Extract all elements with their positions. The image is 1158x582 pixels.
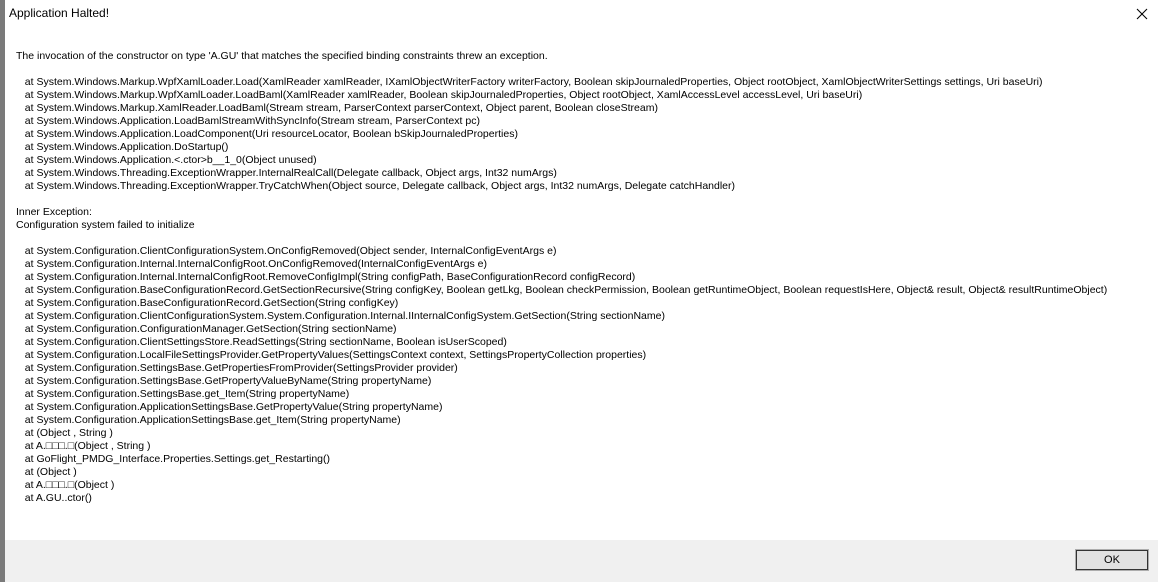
title-bar [5, 0, 1158, 28]
close-button[interactable] [1128, 0, 1156, 28]
message-area [5, 28, 1158, 540]
button-bar [5, 540, 1158, 582]
window-title: Application Halted! [9, 6, 110, 20]
exception-message: The invocation of the constructor on type 'A.GU' that matches the specified binding constraints threw an exception. at System.Windows.Markup.WpfXamlLoader.Load(XamlReader xamlReader, IXamlObjectWriterFactory writerFactory, Boolean skipJournaledProperties, Object rootObject, XamlObjectWriterSettings settings, Uri baseUri) at System.Windows.Markup.WpfXamlLoader.LoadBaml(XamlReader xamlReader, Boolean skipJournaledProperties, Object rootObject, XamlAccessLevel accessLevel, Uri baseUri) at System.Windows.Markup.XamlReader.LoadBaml(Stream stream, ParserContext parserContext, Object parent, Boolean closeStream) at System.Windows.Application.LoadBamlStreamWithSyncInfo(Stream stream, ParserContext pc) at System.Windows.Application.LoadComponent(Uri resourceLocator, Boolean bSkipJournaledProperties) at System.Windows.Application.DoStartup() at System.Windows.Application.<.ctor>b__1_0(Object unused) at System.Windows.Threading.ExceptionWrapper.InternalRealCall(Delegate callback, Object args, Int32 numArgs) at System.Windows.Threading.ExceptionWrapper.TryCatchWhen(Object source, Delegate callback, Object args, Int32 numArgs, Delegate catchHandler) Inner Exception: Configuration system failed to initialize at System.Configuration.ClientConfigurationSystem.OnConfigRemoved(Object sender, InternalConfigEventArgs e) at System.Configuration.Internal.InternalConfigRoot.OnConfigRemoved(InternalConfigEventArgs e) at System.Configuration.Internal.InternalConfigRoot.RemoveConfigImpl(String configPath, BaseConfigurationRecord configRecord) at System.Configuration.BaseConfigurationRecord.GetSectionRecursive(String configKey, Boolean getLkg, Boolean checkPermission, Boolean getRuntimeObject, Boolean requestIsHere, Object& result, Object& resultRuntimeObject) at System.Configuration.BaseConfigurationRecord.GetSection(String configKey) at System.Configuration.ClientConfigurationSystem.System.Configuration.Internal.IInternalConfigSystem.GetSection(String sectionName) at System.Configuration.ConfigurationManager.GetSection(String sectionName) at System.Configuration.ClientSettingsStore.ReadSettings(String sectionName, Boolean isUserScoped) at System.Configuration.LocalFileSettingsProvider.GetPropertyValues(SettingsContext context, SettingsPropertyCollection properties) at System.Configuration.SettingsBase.GetPropertiesFromProvider(SettingsProvider provider) at System.Configuration.SettingsBase.GetPropertyValueByName(String propertyName) at System.Configuration.SettingsBase.get_Item(String propertyName) at System.Configuration.ApplicationSettingsBase.GetPropertyValue(String propertyName) at System.Configuration.ApplicationSettingsBase.get_Item(String propertyName) at (Object , String ) at A.□□□.□(Object , String ) at GoFlight_PMDG_Interface.Properties.Settings.get_Restarting() at (Object ) at A.□□□.□(Object ) at A.GU..ctor() [16, 50, 1108, 504]
ok-button[interactable]: OK [1075, 549, 1149, 571]
close-icon [1136, 8, 1148, 20]
